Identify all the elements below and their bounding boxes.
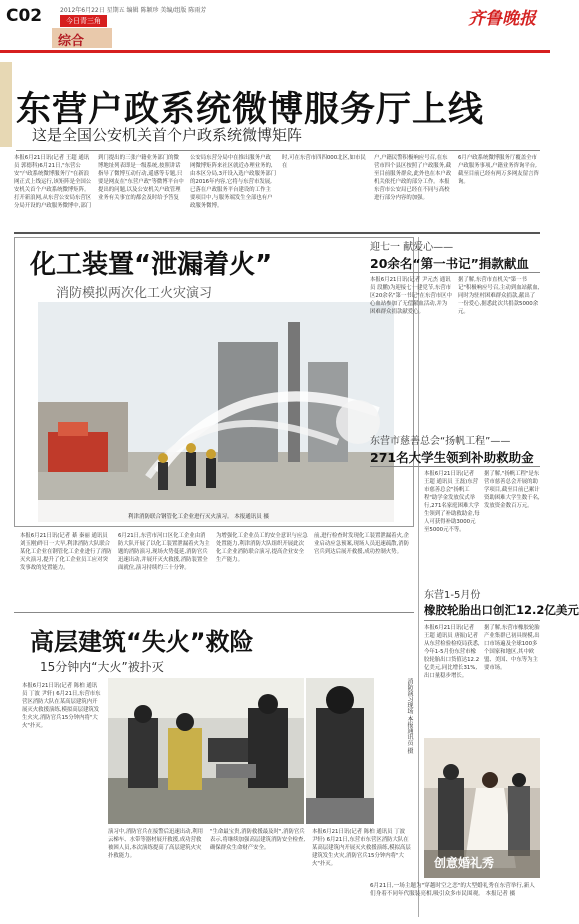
right1-headline: 20余名“第一书记”捐款献血 bbox=[370, 256, 529, 271]
article1-photo-caption: 利津消防联合钢管化工企业进行灭火演习。 本报通讯员 摄 bbox=[128, 514, 269, 520]
right2-column-1: 本报6月21日讯(记者 王超 通讯员 王磊)东营市慈善总会"扬帆工程"助学金发放仪式举行,271名家庭困难大学生领到了补助救助金,每人可获得补助3000元至5000元不等。 bbox=[424, 471, 480, 533]
right1-column-2: 据了解,东营市直机关"第一书记"积极响应号召,主动到血站献血,同时为驻村困难群众捐款,献出了一份爱心,据悉此次共捐款5000余元。 bbox=[458, 277, 540, 315]
right1-column-1: 本报6月21日讯(记者 尹元杰 通讯员 段鹏)为迎接七一建党节,东营市区20余名"第一书记"在东营市区中心血站参加了无偿献血活动,并为困难群众捐款献爱心。 bbox=[370, 277, 452, 315]
article1-subheadline: 消防模拟两次化工火灾演习 bbox=[56, 286, 213, 301]
article2-photo-side bbox=[306, 678, 374, 824]
right2-kicker: 东营市慈善总会“扬帆工程”—— bbox=[370, 436, 511, 447]
header-rule bbox=[0, 50, 550, 53]
right3-headline: 橡胶轮胎出口创汇12.2亿美元 bbox=[424, 603, 579, 617]
article2-column-3: "生命最宝贵,消防救援最及时",消防官兵表示,将继续加强高层建筑消防安全检查,确保群众生命财产安全。 bbox=[210, 829, 306, 851]
firefighter-photo-graphic bbox=[306, 678, 374, 824]
article2-photo bbox=[108, 678, 304, 824]
article1-photo bbox=[38, 302, 394, 522]
lead-subheadline: 这是全国公安机关首个户政系统微博矩阵 bbox=[32, 126, 303, 144]
newspaper-logo: 齐鲁晚报 bbox=[468, 9, 536, 29]
article1-headline: 化工装置“泄漏着火” bbox=[30, 250, 273, 280]
article2-column-4: 本报6月21日讯(记者 陈柏 通讯员 丁波 尹轩) 6月21日,东营市东营区消防大队在某高层建筑内开展灭火救援演练,模拟高层建筑发生火灾,消防官兵15分钟内将"大火"扑灭。 bbox=[312, 829, 411, 867]
article1-column-1: 本报6月21日讯(记者 綦 秦丽 通讯员 刘玉刚)昨日一大早,利津消防大队联合某化工企业在钢管化工企业进行了消防灭火演习,提升了化工企业员工应对突发事故的处置能力。 bbox=[20, 533, 112, 571]
right2-column-2: 据了解,"扬帆工程"是东营市慈善总会开展的助学项目,截至目前已累计资助困难大学生数千名,发放资金数百万元。 bbox=[484, 471, 540, 509]
section-label bbox=[52, 28, 112, 48]
right1-kicker: 迎七一 献爱心—— bbox=[370, 242, 454, 253]
article2-headline: 高层建筑“失火”救险 bbox=[30, 628, 254, 656]
article2-subheadline: 15分钟内“大火”被扑灭 bbox=[40, 660, 164, 674]
fire-drill-photo-graphic bbox=[38, 302, 394, 522]
lead-column-4: 时,可在东营市四四000北区,如市民在 bbox=[282, 155, 366, 169]
article1-bottom-rule bbox=[14, 612, 414, 613]
right3-photo-caption: 6月21日,一场主题为"穿越时空之恋"的大型婚礼秀在东营举行,新人们身着不同年代服装亮相,吸引众多市民围观。 本报记者 摄 bbox=[370, 883, 535, 897]
article2-photo-caption: 消防演习现场 本报通讯员 摄 bbox=[406, 678, 413, 754]
lead-accent-bar bbox=[0, 62, 12, 147]
lead-column-3: 公安局东营分局中在推出服务户政网微博矩阵来社区就近办理业务的,由本区分局,3开设入选户政服务部门的2016年内容,它将与东营市发展,已落在户政服务平台建设的工作主要项目中,与服务端发生全部也有户政服务微博。 bbox=[190, 155, 277, 209]
lead-column-2: 到门提出的三张户籍业务部门的微博地址列表即是一级系统,按照讲话指导了微博互动行动,遥感等专题,只要是网友在"东营户政"等微博平台中提出的问题,以及公安机关户政管理业务有关事宜的都会及时给予答复 bbox=[98, 155, 184, 201]
right3-column-2: 据了解,东营市橡胶轮胎产业集群已初具规模,出口市场遍及全球100多个国家和地区,其中欧盟、美国、中东等为主要市场。 bbox=[484, 625, 540, 671]
page-meta: 2012年6月22日 星期五 编辑 陈颖珍 美编/组版 陈雨芳 bbox=[60, 7, 207, 14]
right3-kicker: 东营1-5月份 bbox=[424, 590, 481, 601]
lead-column-5: 户,户籍民警积极响应号召,在东营市四个县区按照了户政服务,截至目前服务群众,此外也在本户政机关依托户政的部分工作。本报东营市公安局已经在不同与高校进行部分内容的加强。 bbox=[374, 155, 452, 201]
lead-headline: 东营户政系统微博服务厅上线 bbox=[16, 90, 485, 130]
right3-rule bbox=[424, 620, 540, 621]
lead-top-rule bbox=[16, 150, 540, 151]
lead-column-6: 6月户政系统微博服务厅覆盖全市户政服务事项,户籍业务咨询平台,截至目前已经有两万多网友留言咨询。 bbox=[458, 155, 539, 185]
right1-rule bbox=[370, 272, 540, 273]
article2-column-2: 演习中,消防官兵在接警后迅速出动,利用云梯车、水带等器材展开救援,成功营救被困人员,本次演练提高了高层建筑火灾扑救能力。 bbox=[108, 829, 204, 859]
right2-headline: 271名大学生领到补助救助金 bbox=[370, 450, 534, 465]
article1-column-2: 6月21日,东营市河口区化工企业由消防大队开展了以化工装置泄漏着火为主题的消防演习,现场火势蔓延,消防官兵迅速出动,并展开灭火救援,消防装置全面就位,演习持续约三十分钟。 bbox=[118, 533, 210, 571]
section-tag: 今日青三角 bbox=[60, 15, 107, 27]
highrise-drill-photo-graphic bbox=[108, 678, 304, 824]
section-label-text: 综合 bbox=[58, 34, 85, 49]
lead-bottom-rule bbox=[14, 232, 540, 234]
article2-column-1: 本报6月21日讯(记者 陈柏 通讯员 丁波 尹轩) 6月21日,东营市东营区消防大队在某高层建筑内开展灭火救援演练,模拟高层建筑发生火灾,消防官兵15分钟内将"大火"扑灭。 bbox=[22, 683, 101, 729]
lead-column-1: 本报6月21日讯(记者 王超 通讯员 郭德科)6月21日,"东营公安"户政系统微博服务厅"在新浪网正式上线运行,该矩阵是全国公安机关首个户政系统微博矩阵。打开新浪网,从东营公安局东营区分局开设的户政服务微博中,部门 bbox=[14, 155, 92, 209]
right3-photo-label: 创意婚礼秀 bbox=[434, 856, 495, 870]
page-code: C02 bbox=[6, 6, 43, 26]
article1-column-3: 为增强化工企业员工的安全意识与应急处置能力,利津消防大队组织开展此次化工企业消防联合演习,提高企业安全生产能力。 bbox=[216, 533, 308, 563]
article1-column-4: 前,进行检查时发现化工装置泄漏着火,企业启动应急预案,现场人员迅速疏散,消防官兵到达后展开救援,成功控制火势。 bbox=[314, 533, 410, 555]
right3-column-1: 本报6月21日讯(记者 王超 通讯员 唐振)记者从东营检验检疫局获悉,今年1-5月份东营市橡胶轮胎出口货值达12.2亿美元,同比增长31%,出口量稳步增长。 bbox=[424, 625, 480, 679]
right2-rule bbox=[370, 466, 540, 467]
right3-photo bbox=[424, 738, 540, 878]
